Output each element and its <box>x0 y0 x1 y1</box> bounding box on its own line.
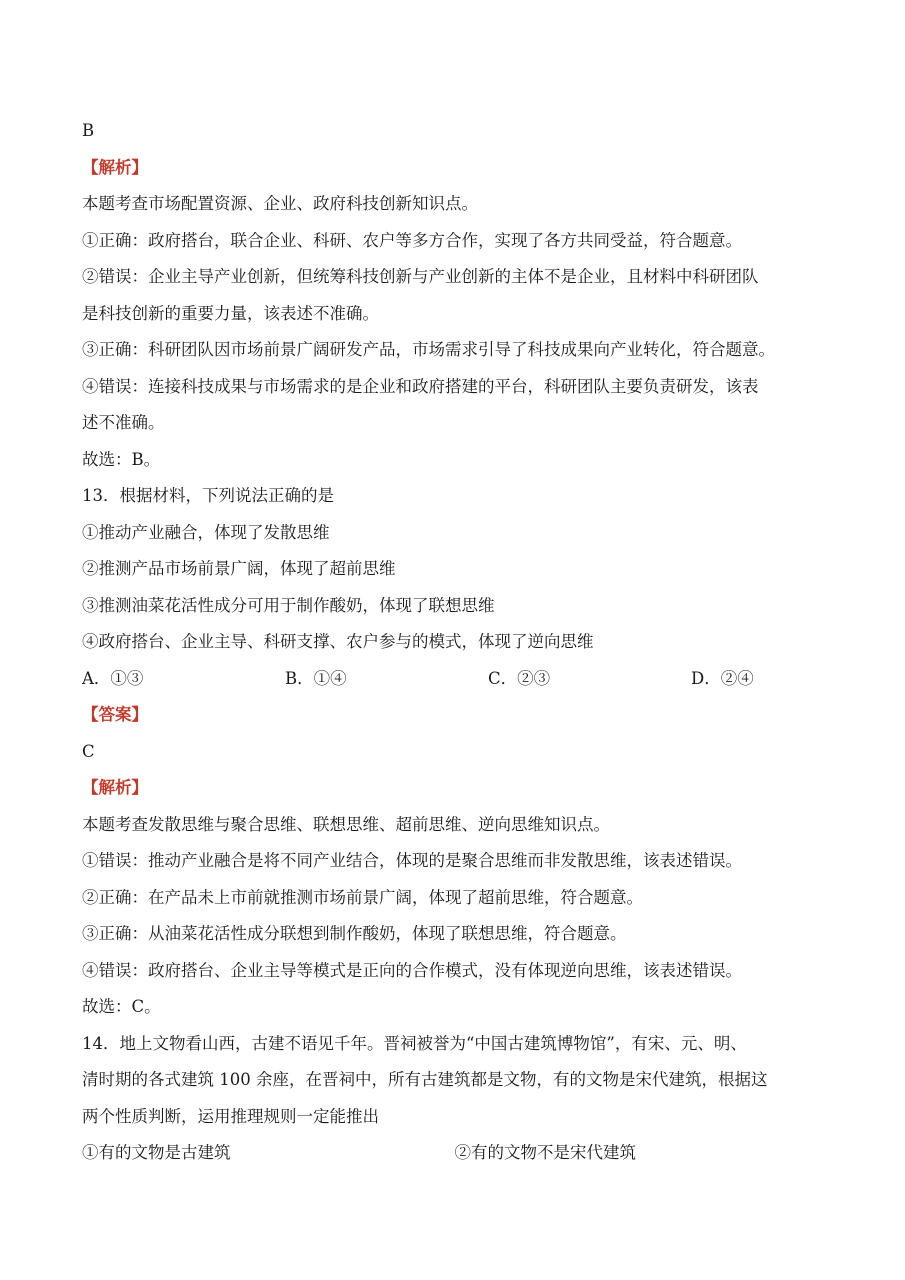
q13-option-d: D．②④ <box>691 668 754 688</box>
q13-answer: C <box>82 741 95 761</box>
prev-analysis-line: 本题考查市场配置资源、企业、政府科技创新知识点。 <box>82 194 478 213</box>
prev-analysis-line: ①正确：政府搭台，联合企业、科研、农户等多方合作，实现了各方共同受益，符合题意。 <box>82 230 742 250</box>
page-content <box>82 113 827 1172</box>
q13-statement: ④政府搭台、企业主导、科研支撑、农户参与的模式，体现了逆向思维 <box>82 632 594 651</box>
q14-stem-line: 两个性质判断，运用推理规则一定能推出 <box>82 1106 379 1126</box>
q13-answer-label: 【答案】 <box>82 705 148 724</box>
q13-conclusion: 故选：C。 <box>82 997 161 1016</box>
q13-analysis-line: 本题考查发散思维与聚合思维、联想思维、超前思维、逆向思维知识点。 <box>82 814 610 834</box>
q13-stem: 13．根据材料，下列说法正确的是 <box>82 486 334 505</box>
q13-statement: ③推测油菜花活性成分可用于制作酸奶，体现了联想思维 <box>82 595 495 615</box>
q13-analysis-line: ④错误：政府搭台、企业主导等模式是正向的合作模式，没有体现逆向思维，该表述错误。 <box>82 960 742 980</box>
prev-conclusion: 故选：B。 <box>82 449 161 469</box>
q13-analysis-line: ②正确：在产品未上市前就推测市场前景广阔，体现了超前思维，符合题意。 <box>82 887 643 907</box>
prev-analysis-line: ④错误：连接科技成果与市场需求的是企业和政府搭建的平台，科研团队主要负责研发，该表 <box>82 376 759 396</box>
q13-analysis-label: 【解析】 <box>82 778 148 797</box>
q13-analysis-line: ①错误：推动产业融合是将不同产业结合，体现的是聚合思维而非发散思维，该表述错误。 <box>82 851 742 870</box>
q14-stem-line: 14．地上文物看山西，古建不语见千年。晋祠被誉为“中国古建筑博物馆”，有宋、元、明、 <box>82 1033 747 1053</box>
prev-analysis-line: ③正确：科研团队因市场前景广阔研发产品，市场需求引导了科技成果向产业转化，符合题意。 <box>82 340 775 359</box>
q14-stem-line: 清时期的各式建筑 100 余座，在晋祠中，所有古建筑都是文物，有的文物是宋代建筑，根据这 <box>82 1070 768 1089</box>
q13-analysis-line: ③正确：从油菜花活性成分联想到制作酸奶，体现了联想思维，符合题意。 <box>82 924 627 943</box>
q13-option-c: C．②③ <box>488 668 551 688</box>
prev-answer: B <box>82 121 95 140</box>
prev-analysis-line: ②错误：企业主导产业创新，但统筹科技创新与产业创新的主体不是企业，且材料中科研团队 <box>82 267 759 286</box>
prev-analysis-label: 【解析】 <box>82 157 148 177</box>
q14-statements <box>82 1135 827 1172</box>
q14-statement: ①有的文物是古建筑 <box>82 1143 231 1162</box>
q14-statement: ②有的文物不是宋代建筑 <box>454 1143 636 1162</box>
q13-options <box>82 661 827 698</box>
q13-option-b: B．①④ <box>285 668 347 688</box>
q13-option-a: A．①③ <box>82 668 144 688</box>
q13-statement: ②推测产品市场前景广阔，体现了超前思维 <box>82 559 396 578</box>
q13-statement: ①推动产业融合，体现了发散思维 <box>82 522 330 542</box>
prev-analysis-line: 是科技创新的重要力量，该表述不准确。 <box>82 303 379 323</box>
prev-analysis-line: 述不准确。 <box>82 413 165 432</box>
